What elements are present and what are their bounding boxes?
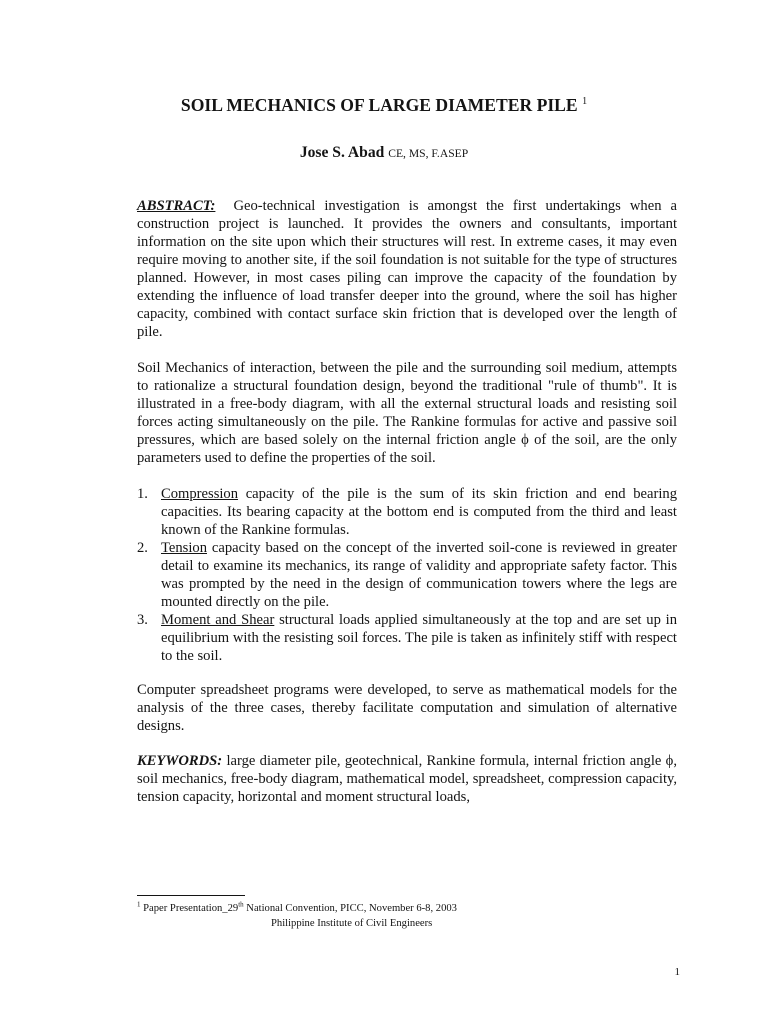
keywords-label: KEYWORDS: [137, 753, 223, 769]
list-item-text: capacity of the pile is the sum of its skin friction and end bearing capacities. Its bearing capacity at the bottom end is computed from the third and least known of the Rankine formulas. [161, 486, 677, 538]
list-item-term: Tension [161, 540, 207, 556]
list-item-compression [137, 485, 677, 539]
paper-title-text: SOIL MECHANICS OF LARGE DIAMETER PILE [180, 95, 578, 115]
title-footnote-mark: 1 [582, 96, 588, 108]
soil-mechanics-paragraph: Soil Mechanics of interaction, between the pile and the surrounding soil medium, attempts to rationalize a structural foundation design, beyond the traditional "rule of thumb". It is illustrated in a free-body diagram, with all the external structural loads and resisting soil forces acting simultaneously on the pile. The Rankine formulas for active and passive soil pressures, which are based solely on the internal friction angle ϕ of the soil, are the only parameters used to define the properties of the soil. [137, 360, 677, 466]
footnote-line-1 [137, 901, 677, 916]
list-item-number: 2. [137, 540, 148, 556]
footnote [137, 901, 677, 931]
author-line [0, 144, 768, 163]
numbered-list [137, 485, 677, 665]
computer-programs-paragraph: Computer spreadsheet programs were developed, to serve as mathematical models for the analysis of the three cases, thereby facilitate computation and simulation of alternative designs. [137, 682, 677, 734]
abstract-text: Geo-technical investigation is amongst the first undertakings when a construction project is launched. It provides the owners and consultants, important information on the site upon which their structures will rest. In extreme cases, it may even require moving to another site, if the soil foundation is not suitable for the type of structures planned. However, in most cases piling can improve the capacity of the foundation by extending the influence of load transfer deeper into the ground, where the soil has higher capacity, combined with contact surface skin friction that is developed over the length of pile. [137, 198, 678, 340]
footnote-divider [137, 895, 245, 896]
author-name: Jose S. Abad [299, 144, 385, 161]
footnote-ordinal-suffix: th [238, 900, 244, 909]
keywords-paragraph [137, 752, 677, 806]
list-item-number: 3. [137, 612, 148, 628]
footnote-mark: 1 [137, 900, 141, 909]
list-item-term: Compression [161, 486, 239, 502]
footnote-prefix: Paper Presentation_29 [143, 903, 239, 914]
list-item-text: capacity based on the concept of the inverted soil-cone is reviewed in greater detail to examine its mechanics, its range of validity and appropriate safety factor. This was prompted by the need in the design of communication towers where the legs are mounted directly on the pile. [161, 540, 677, 610]
page-number: 1 [674, 966, 680, 978]
footnote-suffix: National Convention, PICC, November 6-8, 2003 [243, 903, 457, 914]
abstract-label: ABSTRACT: [137, 198, 216, 214]
list-item-number: 1. [137, 486, 148, 502]
keywords-text: large diameter pile, geotechnical, Rankine formula, internal friction angle ϕ, soil mechanics, free-body diagram, mathematical model, spreadsheet, compression capacity, tension capacity, horizontal and moment structural loads, [137, 753, 677, 805]
paper-title [0, 96, 768, 114]
author-credentials: CE, MS, F.ASEP [388, 147, 469, 160]
list-item-text: structural loads applied simultaneously at the top and are set up in equilibrium with the resisting soil forces. The pile is taken as infinitely stiff with respect to the soil. [161, 612, 677, 664]
list-item-tension [137, 539, 677, 611]
footnote-line-2: Philippine Institute of Civil Engineers [271, 918, 433, 929]
abstract-paragraph [137, 197, 677, 341]
list-item-term: Moment and Shear [161, 612, 275, 628]
list-item-moment-shear [137, 611, 677, 665]
